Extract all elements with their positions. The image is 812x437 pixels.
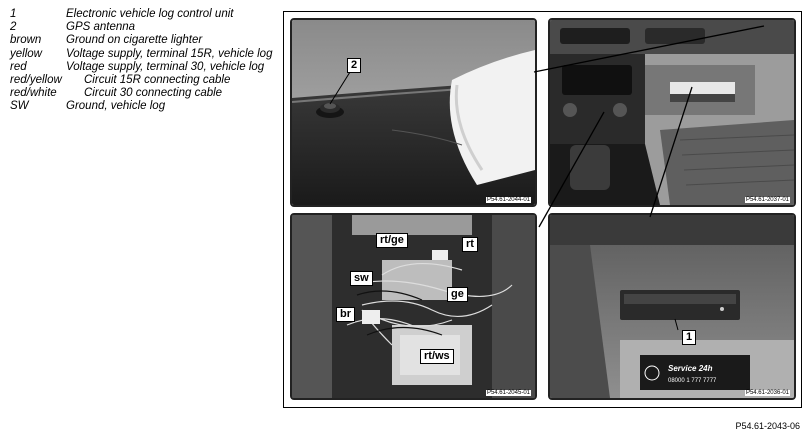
legend-item xyxy=(10,100,275,113)
photo-gps-antenna-image xyxy=(292,20,535,205)
legend-desc: Circuit 30 connecting cable xyxy=(84,87,223,100)
figure-frame xyxy=(283,11,802,408)
legend-key: yellow xyxy=(10,47,42,60)
photo-gps-antenna xyxy=(290,18,537,207)
callout-2: 2 xyxy=(347,58,361,73)
legend-desc: Ground on cigarette lighter xyxy=(66,34,203,47)
photo-cockpit-overview xyxy=(548,18,796,207)
legend-item xyxy=(10,61,275,74)
legend-key: 2 xyxy=(10,21,17,34)
photo-wiring xyxy=(290,213,537,400)
legend-key: SW xyxy=(10,100,29,113)
callout-rt-ws: rt/ws xyxy=(420,349,454,364)
legend-item xyxy=(10,8,275,21)
legend-key: red/yellow xyxy=(10,74,62,87)
callout-sw: sw xyxy=(350,271,373,286)
photo-cockpit-overview-image xyxy=(550,20,794,205)
legend-key: red xyxy=(10,60,27,73)
callout-rt: rt xyxy=(462,237,478,252)
callout-br: br xyxy=(336,307,355,322)
photo-code: P54.61-2036-01 xyxy=(745,390,789,396)
photo-control-unit-image xyxy=(550,215,794,398)
legend-key: brown xyxy=(10,34,42,47)
legend xyxy=(10,8,275,114)
legend-desc: Ground, vehicle log xyxy=(66,100,166,113)
legend-desc: GPS antenna xyxy=(66,21,136,34)
photo-code: P54.61-2037-01 xyxy=(745,197,789,203)
legend-key: red/white xyxy=(10,87,57,100)
callout-ge: ge xyxy=(447,287,468,302)
sticker-line-1: Service 24h xyxy=(668,364,713,373)
sticker-line-2: 08000 1 777 7777 xyxy=(668,378,717,384)
legend-desc: Circuit 15R connecting cable xyxy=(84,74,231,87)
legend-item xyxy=(10,74,275,87)
photo-code: P54.61-2045-01 xyxy=(486,390,530,396)
photo-control-unit xyxy=(548,213,796,400)
legend-item xyxy=(10,48,275,61)
photo-wiring-image xyxy=(292,215,535,398)
photo-code: P54.61-2044-01 xyxy=(486,197,530,203)
callout-1: 1 xyxy=(682,330,696,345)
callout-rt-ge: rt/ge xyxy=(376,233,408,248)
legend-key: 1 xyxy=(10,8,17,20)
legend-desc: Voltage supply, terminal 30, vehicle log xyxy=(66,60,265,73)
legend-desc: Electronic vehicle log control unit xyxy=(66,8,234,20)
legend-item xyxy=(10,34,275,47)
figure-code: P54.61-2043-06 xyxy=(735,421,800,431)
legend-item xyxy=(10,21,275,34)
legend-desc: Voltage supply, terminal 15R, vehicle log xyxy=(66,47,273,60)
legend-item xyxy=(10,87,275,100)
